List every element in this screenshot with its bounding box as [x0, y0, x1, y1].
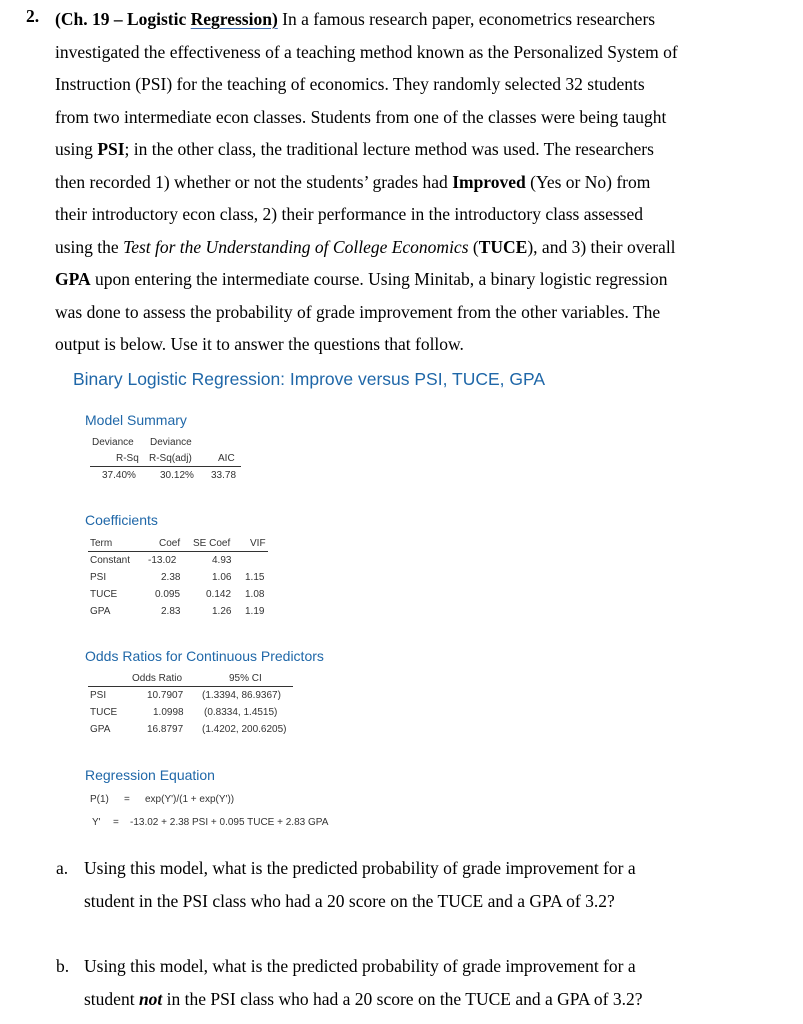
or-tuce-ratio: 1.0998 — [153, 707, 184, 718]
intro-line-7: their introductory econ class, 2) their performance in the introductory class assessed — [55, 204, 644, 224]
or-psi-ratio: 10.7907 — [147, 690, 184, 701]
intro-line-10: was done to assess the probability of grade improvement from the other variables. The — [55, 301, 661, 322]
odds-ratios-table — [88, 673, 308, 743]
header-aic: AIC — [218, 453, 235, 464]
intro-line-6: then recorded 1) whether or not the students’ grades had Improved (Yes or No) from — [55, 171, 651, 192]
regression-equation-title: Regression Equation — [85, 767, 215, 783]
header-rule — [88, 551, 268, 552]
header-se-coef: SE Coef — [193, 538, 231, 549]
intro-line-4: from two intermediate econ classes. Students from one of the classes were being taught — [55, 106, 667, 127]
row-constant-se: 4.93 — [212, 555, 232, 566]
or-psi-term: PSI — [90, 690, 107, 701]
row-psi-vif: 1.15 — [245, 572, 265, 583]
intro-line-11: output is below. Use it to answer the questions that follow. — [55, 334, 464, 354]
question-b-line-1: Using this model, what is the predicted probability of grade improvement for a — [84, 956, 636, 976]
question-b-label: b. — [56, 956, 70, 976]
intro-line-5: using PSI; in the other class, the traditional lecture method was used. The researchers — [55, 139, 654, 159]
coefficients-title: Coefficients — [85, 512, 158, 528]
row-psi-se: 1.06 — [212, 572, 232, 583]
header-odds-ratio: Odds Ratio — [132, 673, 183, 684]
header-rule — [88, 686, 293, 687]
header-top-deviance-1: Deviance — [92, 437, 134, 448]
problem-statement — [55, 3, 755, 361]
model-summary-title: Model Summary — [85, 412, 187, 428]
row-constant-coef: -13.02 — [148, 555, 177, 566]
question-a-label: a. — [56, 858, 69, 878]
header-rsq-adj: R-Sq(adj) — [149, 453, 192, 464]
intro-line-8: using the Test for the Understanding of College Economics (TUCE), and 3) their overall — [55, 236, 676, 257]
header-vif: VIF — [250, 538, 266, 549]
coefficients-table — [88, 538, 278, 623]
or-gpa-ratio: 16.8797 — [147, 724, 184, 735]
row-tuce-se: 0.142 — [206, 589, 232, 600]
header-term: Term — [90, 538, 113, 549]
or-tuce-ci: (0.8334, 1.4515) — [204, 707, 278, 718]
intro-line-9: GPA upon entering the intermediate course. Using Minitab, a binary logistic regression — [55, 269, 668, 289]
odds-ratios-title: Odds Ratios for Continuous Predictors — [85, 648, 324, 664]
equation-1-eq: = — [124, 794, 130, 805]
or-psi-ci: (1.3394, 86.9367) — [202, 690, 281, 701]
equation-2-lhs: Y' — [92, 817, 101, 828]
header-coef: Coef — [159, 538, 181, 549]
or-gpa-ci: (1.4202, 200.6205) — [202, 724, 287, 735]
intro-line-2: investigated the effectiveness of a teaching method known as the Personalized System of — [55, 41, 678, 62]
minitab-output-title: Binary Logistic Regression: Improve versus PSI, TUCE, GPA — [73, 369, 546, 389]
question-a-line-1: Using this model, what is the predicted probability of grade improvement for a — [84, 858, 636, 878]
question-b-line-2: student not in the PSI class who had a 20 score on the TUCE and a GPA of 3.2? — [84, 988, 643, 1009]
header-top-deviance-2: Deviance — [150, 437, 192, 448]
header-95-ci: 95% CI — [229, 673, 262, 684]
row-constant-term: Constant — [90, 555, 131, 566]
value-rsq-adj: 30.12% — [160, 470, 194, 481]
equation-2-rhs: -13.02 + 2.38 PSI + 0.095 TUCE + 2.83 GPA — [130, 817, 329, 828]
intro-line-3: Instruction (PSI) for the teaching of economics. They randomly selected 32 students — [55, 74, 645, 94]
header-rsq: R-Sq — [116, 453, 139, 464]
question-number: 2. — [26, 6, 40, 26]
row-gpa-se: 1.26 — [212, 606, 232, 617]
or-tuce-term: TUCE — [90, 707, 118, 718]
equation-1-lhs: P(1) — [90, 794, 109, 805]
topic-link: Regression) — [190, 9, 278, 29]
header-rule — [90, 466, 241, 467]
or-gpa-term: GPA — [90, 724, 111, 735]
question-a-line-2: student in the PSI class who had a 20 score on the TUCE and a GPA of 3.2? — [84, 890, 615, 911]
intro-line-1: In a famous research paper, econometrics researchers — [277, 9, 656, 29]
row-gpa-vif: 1.19 — [245, 606, 265, 617]
row-psi-term: PSI — [90, 572, 107, 583]
value-aic: 33.78 — [211, 470, 237, 481]
row-gpa-coef: 2.83 — [161, 606, 181, 617]
row-tuce-term: TUCE — [90, 589, 118, 600]
chapter-label: (Ch. 19 – Logistic — [55, 9, 187, 29]
equation-1-rhs: exp(Y')/(1 + exp(Y')) — [145, 794, 235, 805]
row-tuce-coef: 0.095 — [155, 589, 181, 600]
row-psi-coef: 2.38 — [161, 572, 181, 583]
equation-2-eq: = — [113, 817, 119, 828]
row-tuce-vif: 1.08 — [245, 589, 265, 600]
row-gpa-term: GPA — [90, 606, 111, 617]
value-rsq: 37.40% — [102, 470, 136, 481]
model-summary-table — [90, 437, 250, 487]
